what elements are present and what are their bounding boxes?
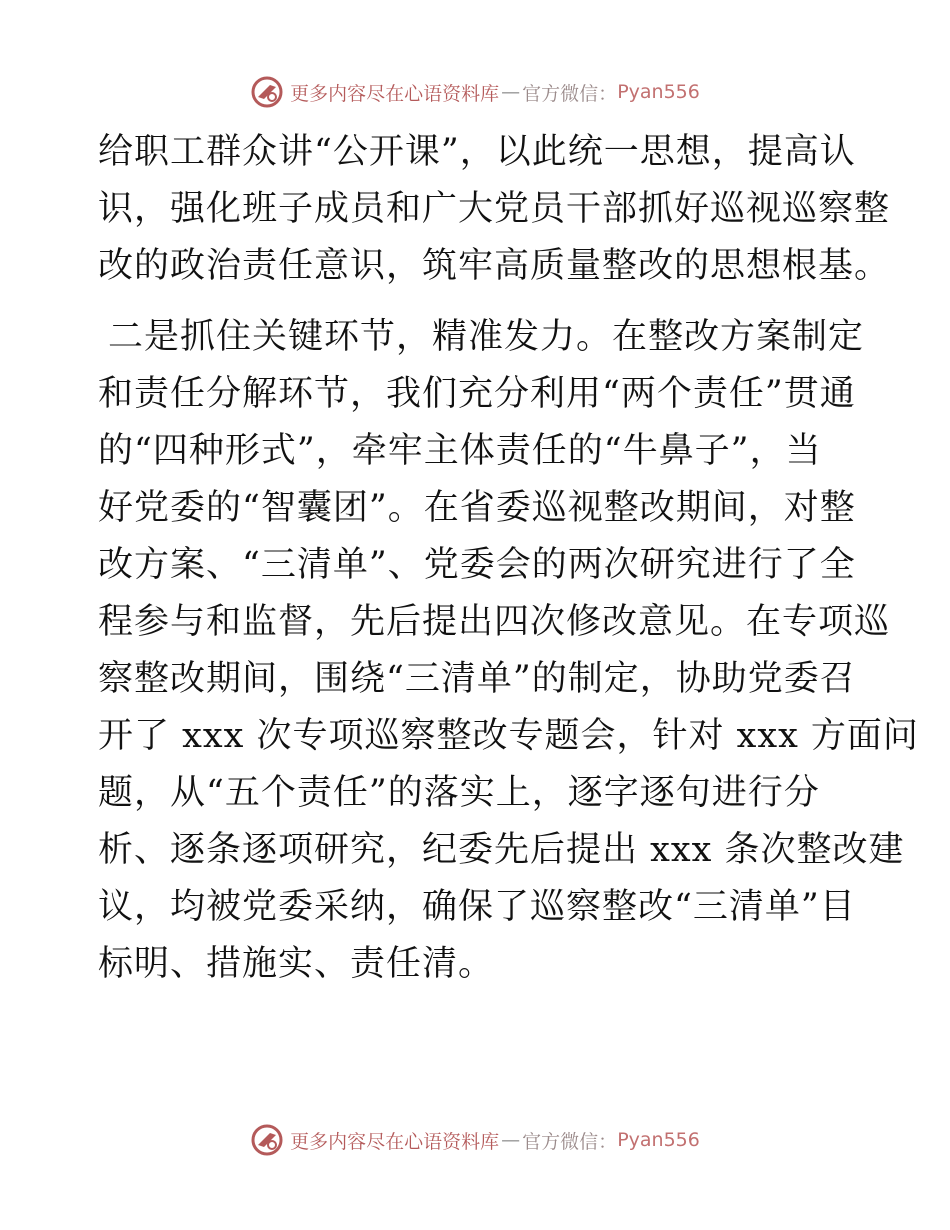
paragraph-1 <box>98 124 891 295</box>
text-line: 议，均被党委采纳，确保了巡察整改“三清单”目 <box>98 887 856 927</box>
text-line: 和责任分解环节，我们充分利用“两个责任”贯通 <box>98 374 856 414</box>
seal-logo-icon <box>250 1123 284 1157</box>
text-line: 察整改期间，围绕“三清单”的制定，协助党委召 <box>98 659 856 699</box>
text-line: 程参与和监督，先后提出四次修改意见。在专项巡 <box>98 602 891 642</box>
watermark-contact-label: 官方微信： <box>522 1130 618 1153</box>
paragraph-2 <box>98 309 919 993</box>
text-line: 标明、措施实、责任清。 <box>98 944 495 984</box>
watermark-site-text: 更多内容尽在心语资料库 <box>290 1130 500 1153</box>
watermark-contact-id: Pyan556 <box>617 1129 700 1151</box>
text-line: 改方案、“三清单”、党委会的两次研究进行了全 <box>98 545 856 585</box>
watermark-contact-id: Pyan556 <box>617 81 700 103</box>
text-line: 好党委的“智囊团”。在省委巡视整改期间，对整 <box>98 488 856 528</box>
text-line: 识，强化班子成员和广大党员干部抓好巡视巡察整 <box>98 189 891 229</box>
text-line: 开了 xxx 次专项巡察整改专题会，针对 xxx 方面问 <box>98 716 919 756</box>
document-body <box>98 124 919 993</box>
text-line: 二是抓住关键环节，精准发力。在整改方案制定 <box>108 317 865 357</box>
footer-watermark <box>0 1120 950 1160</box>
text-line: 改的政治责任意识，筑牢高质量整改的思想根基。 <box>98 246 891 286</box>
text-line: 的“四种形式”，牵牢主体责任的“牛鼻子”，当 <box>98 431 822 471</box>
watermark-separator: — <box>501 81 521 103</box>
text-line: 题，从“五个责任”的落实上，逐字逐句进行分 <box>98 773 820 813</box>
watermark-separator: — <box>501 1129 521 1151</box>
header-watermark <box>0 72 950 112</box>
seal-logo-icon <box>250 75 284 109</box>
text-line: 给职工群众讲“公开课”，以此统一思想，提高认 <box>98 132 856 172</box>
watermark-contact-label: 官方微信： <box>522 82 618 105</box>
text-line: 析、逐条逐项研究，纪委先后提出 xxx 条次整改建 <box>98 830 905 870</box>
watermark-site-text: 更多内容尽在心语资料库 <box>290 82 500 105</box>
